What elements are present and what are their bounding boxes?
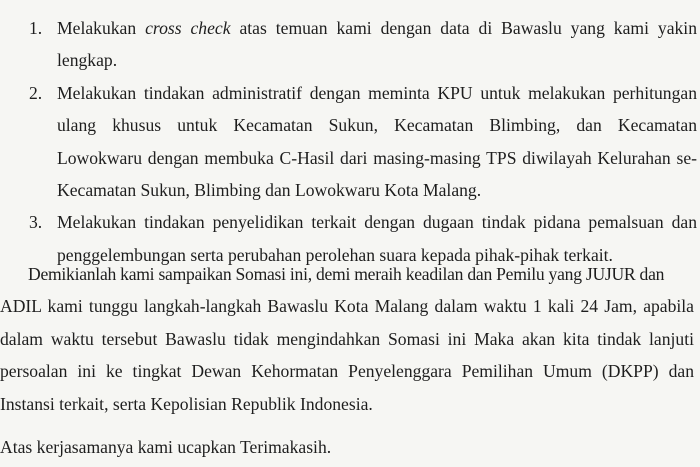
paragraph-line: dalam waktu tersebut Bawaslu tidak mengindahkan Somasi ini Maka akan kita tindak lanjuti <box>0 328 694 349</box>
paragraph-line: persoalan ini ke tingkat Dewan Kehormatan Penyelenggara Pemilihan Umum (DKPP) dan <box>0 361 694 382</box>
list-item-line: Kecamatan Sukun, Blimbing dan Lowokwaru Kota Malang. <box>57 180 482 201</box>
list-item-line: Melakukan tindakan penyelidikan terkait dengan dugaan tindak pidana pemalsuan dan <box>57 212 697 233</box>
italic-text-run: cross check <box>145 18 231 38</box>
closing-paragraph <box>0 258 694 420</box>
thanks-line: Atas kerjasamanya kami ucapkan Terimakasih. <box>0 437 332 457</box>
list-item-line: ulang khusus untuk Kecamatan Sukun, Kecamatan Blimbing, dan Kecamatan <box>57 115 697 136</box>
list-item-line: penggelembungan serta perubahan perolehan suara kepada pihak-pihak terkait. <box>57 244 613 265</box>
list-number: 1. <box>29 18 43 38</box>
text-run: atas temuan kami dengan data di Bawaslu yang kami yakin <box>230 18 697 38</box>
list-item-2 <box>0 77 700 207</box>
paragraph-line: ADIL kami tunggu langkah-langkah Bawaslu Kota Malang dalam waktu 1 kali 24 Jam, apabila <box>0 296 694 317</box>
list-item-1 <box>0 12 700 77</box>
list-number: 2. <box>29 82 43 103</box>
numbered-list <box>0 12 700 271</box>
paragraph-line: Demikianlah kami sampaikan Somasi ini, demi meraih keadilan dan Pemilu yang JUJUR dan <box>28 264 665 284</box>
list-item-line: Lowokwaru dengan membuka C-Hasil dari masing-masing TPS diwilayah Kelurahan se- <box>57 147 697 168</box>
paragraph-line: Instansi terkait, serta Kepolisian Republik Indonesia. <box>0 393 373 414</box>
list-item-line: Melakukan tindakan administratif dengan meminta KPU untuk melakukan perhitungan <box>57 82 697 103</box>
text-run: Melakukan <box>57 18 146 38</box>
list-item-line <box>57 12 696 44</box>
list-number: 3. <box>29 212 43 233</box>
list-item-line: lengkap. <box>57 50 118 71</box>
